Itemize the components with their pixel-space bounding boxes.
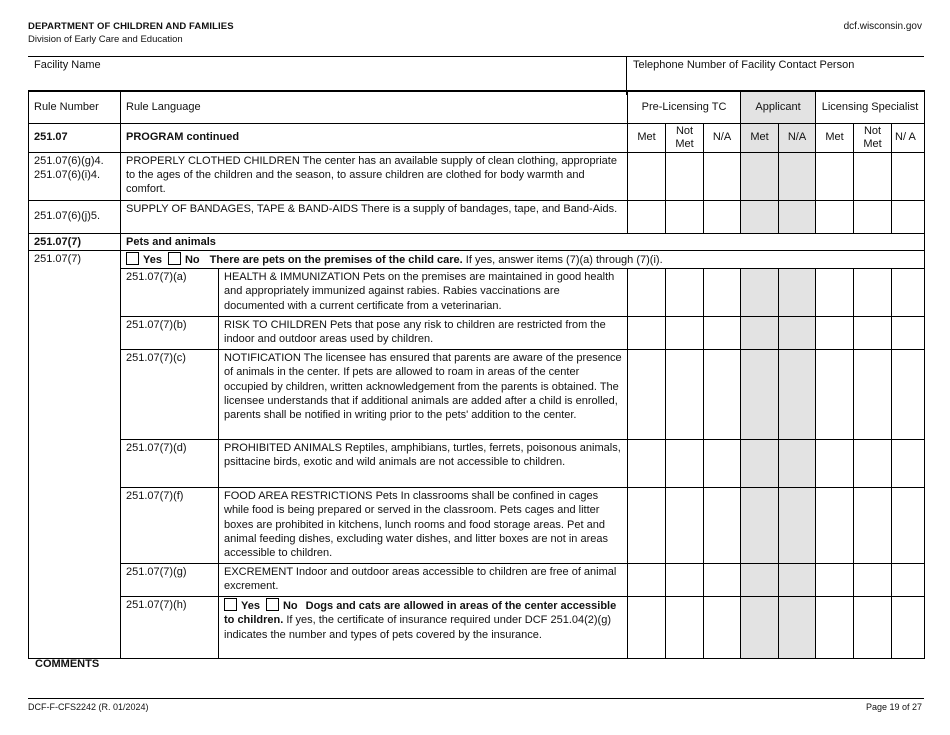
checkbox-cell[interactable] (892, 440, 925, 488)
rule-number: 251.07(6)(g)4. 251.07(6)(i)4. (29, 152, 121, 200)
dogs-cats-no-label: No (282, 600, 298, 613)
checkbox-cell[interactable] (704, 597, 741, 659)
checkbox-cell[interactable] (628, 488, 666, 564)
sub-rule-text: FOOD AREA RESTRICTIONS Pets In classrooms shall be confined in cages while food is being prepared or served in the classroom. Pets cages and litter boxes are prohibited in kitchens, lunch rooms and food storage areas. Pet and animal feeding dishes, excluding water dishes, and litter boxes are not in areas accessible to children. (219, 488, 628, 564)
dogs-cats-rest-text: If yes, the certificate of insurance required under DCF 251.04(2)(g) indicates the number and types of pets covered by the insurance. (224, 614, 611, 641)
checkbox-cell[interactable] (816, 597, 854, 659)
sub-rule-number: 251.07(7)(d) (121, 440, 219, 488)
yes-label: Yes (143, 253, 162, 266)
lic-na-header: N/ A (892, 123, 925, 152)
pets-question (121, 250, 925, 268)
table-row (29, 597, 925, 659)
col-header-rule-language: Rule Language (121, 91, 628, 123)
col-header-pre-licensing: Pre-Licensing TC (628, 91, 741, 123)
checkbox-cell[interactable] (854, 440, 892, 488)
dogs-cats-bold-text: Dogs and cats are allowed in areas of the center accessible to children. (224, 600, 617, 627)
checkbox-cell[interactable] (666, 350, 704, 440)
sub-rule-number: 251.07(7)(a) (121, 269, 219, 317)
checkbox-cell[interactable] (704, 440, 741, 488)
checkbox-cell[interactable] (704, 488, 741, 564)
pets-section-header (29, 233, 925, 250)
checkbox-cell[interactable] (816, 440, 854, 488)
sub-rule-number: 251.07(7)(c) (121, 350, 219, 440)
checkbox-cell[interactable] (892, 269, 925, 317)
checkbox-cell[interactable] (816, 488, 854, 564)
yes-checkbox[interactable] (126, 252, 139, 265)
pets-rule-number: 251.07(7) (29, 250, 121, 658)
dogs-cats-yes-label: Yes (241, 600, 260, 613)
pets-question-row (29, 250, 925, 268)
checkbox-cell[interactable] (854, 564, 892, 597)
checkbox-cell[interactable] (666, 152, 704, 200)
rule-number: 251.07(6)(j)5. (29, 200, 121, 233)
lic-not-met-header: Not Met (854, 123, 892, 152)
checkbox-cell[interactable] (666, 317, 704, 350)
checklist-table (28, 90, 925, 659)
checkbox-cell[interactable] (892, 564, 925, 597)
checkbox-cell[interactable] (779, 200, 816, 233)
checkbox-cell[interactable] (741, 597, 779, 659)
checkbox-cell[interactable] (741, 200, 779, 233)
table-row (29, 350, 925, 440)
table-row (29, 564, 925, 597)
checkbox-cell[interactable] (666, 488, 704, 564)
checkbox-cell[interactable] (628, 317, 666, 350)
telephone-label: Telephone Number of Facility Contact Person (633, 59, 855, 71)
form-id: DCF-F-CFS2242 (R. 01/2024) (28, 702, 149, 712)
col-header-licensing-specialist: Licensing Specialist (816, 91, 925, 123)
footer-divider (28, 698, 924, 699)
checkbox-cell[interactable] (892, 350, 925, 440)
checkbox-cell[interactable] (741, 564, 779, 597)
checkbox-cell[interactable] (666, 269, 704, 317)
app-na-header: N/A (779, 123, 816, 152)
checkbox-cell[interactable] (816, 564, 854, 597)
checkbox-cell[interactable] (704, 350, 741, 440)
checkbox-cell[interactable] (816, 317, 854, 350)
checkbox-cell[interactable] (854, 597, 892, 659)
checkbox-cell[interactable] (816, 200, 854, 233)
checkbox-cell[interactable] (854, 200, 892, 233)
sub-rule-text: HEALTH & IMMUNIZATION Pets on the premises are maintained in good health and appropriately immunized against rabies. Rabies vaccinations are documented with a current certificate from a veterinarian. (219, 269, 628, 317)
checkbox-cell[interactable] (854, 269, 892, 317)
table-row (29, 317, 925, 350)
checkbox-cell[interactable] (741, 350, 779, 440)
checkbox-cell[interactable] (816, 269, 854, 317)
checkbox-cell[interactable] (854, 317, 892, 350)
checkbox-cell[interactable] (854, 152, 892, 200)
sub-rule-number: 251.07(7)(f) (121, 488, 219, 564)
checkbox-cell[interactable] (741, 317, 779, 350)
division-name: Division of Early Care and Education (28, 34, 183, 45)
checkbox-cell[interactable] (704, 200, 741, 233)
checkbox-cell[interactable] (892, 200, 925, 233)
dogs-cats-yes-checkbox[interactable] (224, 598, 237, 611)
checkbox-cell[interactable] (892, 488, 925, 564)
checkbox-cell[interactable] (628, 564, 666, 597)
checkbox-cell[interactable] (892, 317, 925, 350)
checkbox-cell[interactable] (704, 564, 741, 597)
page-number: Page 19 of 27 (865, 702, 922, 712)
checkbox-cell[interactable] (854, 350, 892, 440)
pets-question-rest: If yes, answer items (7)(a) through (7)(i). (462, 253, 663, 266)
website-url: dcf.wisconsin.gov (843, 21, 922, 32)
checkbox-cell[interactable] (628, 350, 666, 440)
checkbox-cell[interactable] (666, 200, 704, 233)
col-header-applicant: Applicant (741, 91, 816, 123)
pre-not-met-header: Not Met (666, 123, 704, 152)
lic-met-header: Met (816, 123, 854, 152)
checkbox-cell[interactable] (892, 597, 925, 659)
checkbox-cell[interactable] (779, 317, 816, 350)
no-label: No (184, 253, 200, 266)
checkbox-cell[interactable] (779, 269, 816, 317)
checkbox-cell[interactable] (628, 269, 666, 317)
facility-name-label: Facility Name (34, 59, 101, 71)
sub-rule-text: EXCREMENT Indoor and outdoor areas accessible to children are free of animal excrement. (219, 564, 628, 597)
checkbox-cell[interactable] (666, 597, 704, 659)
checkbox-cell[interactable] (779, 597, 816, 659)
checkbox-cell[interactable] (741, 488, 779, 564)
section-number: 251.07 (29, 123, 121, 152)
sub-rule-number: 251.07(7)(b) (121, 317, 219, 350)
checkbox-cell[interactable] (779, 488, 816, 564)
checkbox-cell[interactable] (779, 440, 816, 488)
checkbox-cell[interactable] (779, 350, 816, 440)
sub-rule-number: 251.07(7)(g) (121, 564, 219, 597)
checkbox-cell[interactable] (628, 152, 666, 200)
comments-label: COMMENTS (35, 658, 100, 670)
pets-section-title: Pets and animals (121, 233, 925, 250)
checkbox-cell[interactable] (741, 269, 779, 317)
section-title: PROGRAM continued (121, 123, 628, 152)
dogs-cats-no-checkbox[interactable] (266, 598, 279, 611)
checkbox-cell[interactable] (666, 564, 704, 597)
checkbox-cell[interactable] (816, 152, 854, 200)
checkbox-cell[interactable] (892, 152, 925, 200)
table-row (29, 269, 925, 317)
checkbox-cell[interactable] (704, 317, 741, 350)
pets-question-bold: There are pets on the premises of the child care. (209, 253, 463, 266)
checkbox-cell[interactable] (628, 200, 666, 233)
checkbox-cell[interactable] (741, 440, 779, 488)
checkbox-cell[interactable] (779, 152, 816, 200)
checkbox-cell[interactable] (854, 488, 892, 564)
app-met-header: Met (741, 123, 779, 152)
col-header-rule-number: Rule Number (29, 91, 121, 123)
rule-text: PROPERLY CLOTHED CHILDREN The center has an available supply of clean clothing, appropriate to the ages of the children and the season, to assure children are clothed for body warmth and comfort. (121, 152, 628, 200)
page-header (28, 21, 234, 45)
table-row (29, 200, 925, 233)
rule-text: SUPPLY OF BANDAGES, TAPE & BAND-AIDS There is a supply of bandages, tape, and Band-Aids. (121, 200, 628, 233)
checkbox-cell[interactable] (628, 440, 666, 488)
sub-rule-text: RISK TO CHILDREN Pets that pose any risk to children are restricted from the indoor and outdoor areas used by children. (219, 317, 628, 350)
table-row (29, 440, 925, 488)
table-row (29, 152, 925, 200)
sub-rule-text: PROHIBITED ANIMALS Reptiles, amphibians, turtles, ferrets, poisonous animals, psittacine birds, exotic and wild animals are not accessible to children. (219, 440, 628, 488)
checkbox-cell[interactable] (628, 597, 666, 659)
checkbox-cell[interactable] (704, 152, 741, 200)
sub-rule-text (219, 597, 628, 659)
no-checkbox[interactable] (168, 252, 181, 265)
pre-met-header: Met (628, 123, 666, 152)
checkbox-cell[interactable] (704, 269, 741, 317)
sub-rule-text: NOTIFICATION The licensee has ensured that parents are aware of the presence of animals in the center. If pets are allowed to roam in areas of the center occupied by children, written acknowledgement from the parents is obtained. The licensee understands that if additional animals are added after a child is enrolled, parents shall be notified in writing prior to the pets' addition to the center. (219, 350, 628, 440)
sub-rule-number: 251.07(7)(h) (121, 597, 219, 659)
checkbox-cell[interactable] (666, 440, 704, 488)
pets-section-number: 251.07(7) (29, 233, 121, 250)
checkbox-cell[interactable] (779, 564, 816, 597)
checkbox-cell[interactable] (741, 152, 779, 200)
department-name: DEPARTMENT OF CHILDREN AND FAMILIES (28, 21, 234, 32)
checkbox-cell[interactable] (816, 350, 854, 440)
table-row (29, 488, 925, 564)
pre-na-header: N/A (704, 123, 741, 152)
